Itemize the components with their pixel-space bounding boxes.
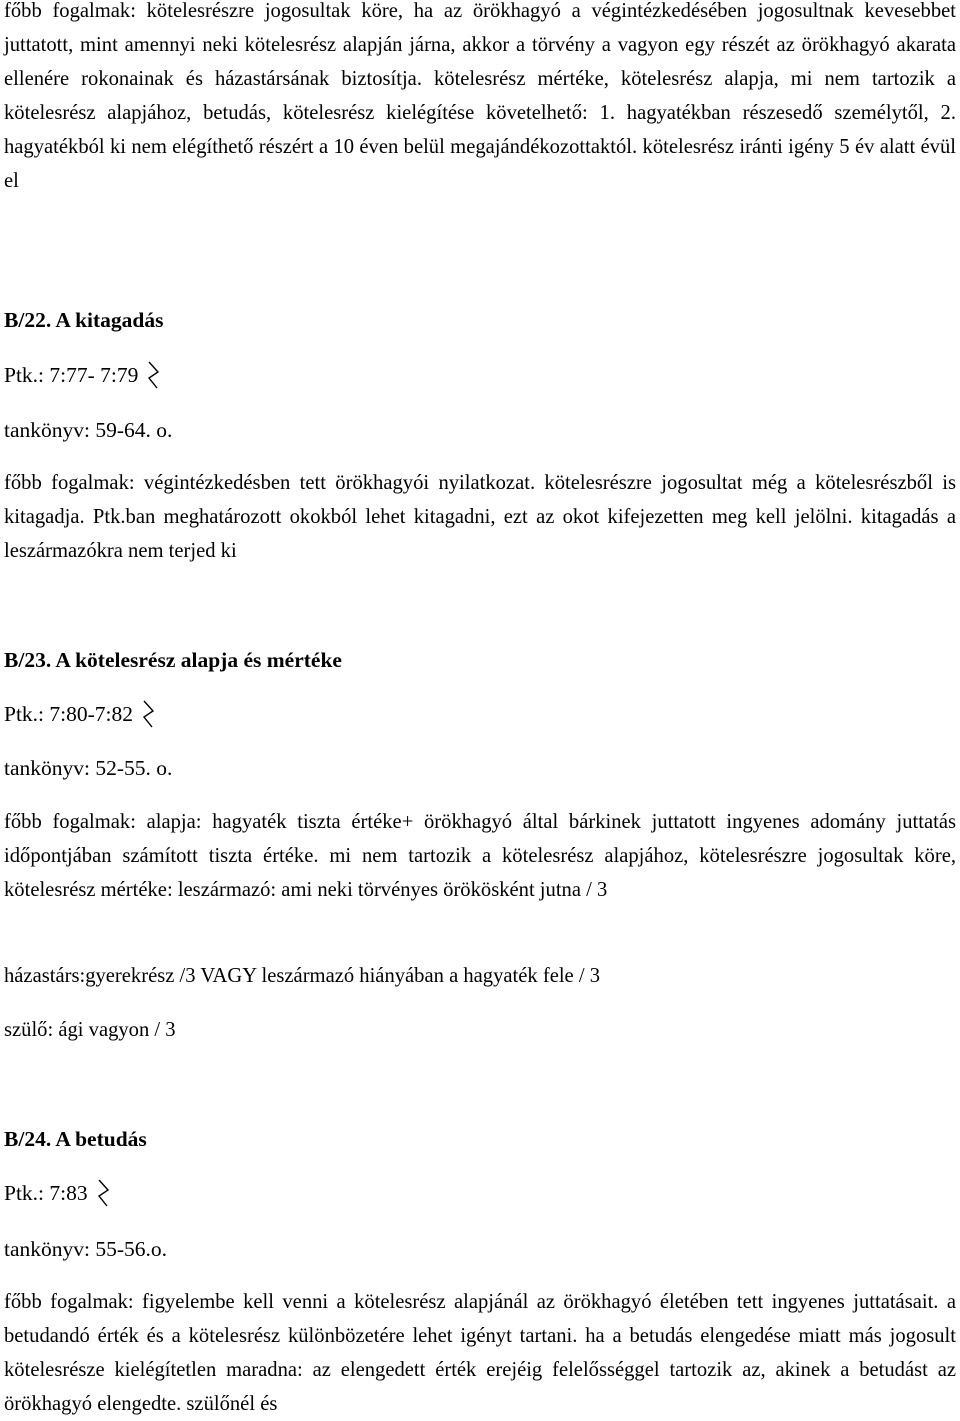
section-paragraph: házastárs:gyerekrész /3 VAGY leszármazó hiányában a hagyaték fele / 3: [4, 965, 601, 987]
section-sign-icon: [141, 699, 155, 729]
tankonyv-reference: tankönyv: 59-64. o.: [4, 418, 173, 442]
section-b23: [4, 643, 956, 677]
section-paragraph: főbb fogalmak: végintézkedésben tett örökhagyói nyilatkozat. kötelesrészre jogosultat még a kötelesrészből is kitagadja. Ptk.ban meghatározott okokból lehet kitagadni, ezt az okot kifejezetten meg kell jelölni. kitagadás a leszármazókra nem terjed ki: [4, 472, 956, 562]
section-b24: [4, 1122, 956, 1156]
section-b24-tankonyv: [4, 1232, 956, 1266]
ptk-text: Ptk.: 7:77- 7:79: [4, 363, 139, 387]
tankonyv-reference: tankönyv: 52-55. o.: [4, 756, 173, 780]
ptk-text: Ptk.: 7:80-7:82: [4, 702, 134, 726]
section-b23-body: [4, 805, 956, 907]
section-b22-tankonyv: [4, 413, 956, 447]
section-heading: B/24. A betudás: [4, 1127, 147, 1151]
section-b24-body: [4, 1285, 956, 1421]
section-b23-body-3: [4, 1013, 956, 1047]
section-b23-tankonyv: [4, 751, 956, 785]
section-b22: [4, 303, 956, 337]
section-paragraph: szülő: ági vagyon / 3: [4, 1019, 176, 1041]
intro-paragraph: főbb fogalmak: kötelesrészre jogosultak köre, ha az örökhagyó a végintézkedésében jogosultnak kevesebbet juttatott, mint amennyi neki kötelesrész alapján járna, akkor a törvény a vagyon egy részét az örökhagyó akarata ellenére rokonainak és házastársának biztosítja. kötelesrész mértéke, kötelesrész alapja, mi nem tartozik a kötelesrész alapjához, betudás, kötelesrész kielégítése követelhető: 1. hagyatékban részesedő személytől, 2. hagyatékból ki nem elégíthető részért a 10 éven belül megajándékozottaktól. kötelesrész iránti igény 5 év alatt évül el: [4, 0, 956, 192]
section-heading: B/22. A kitagadás: [4, 308, 164, 332]
ptk-reference: [4, 358, 956, 392]
intro-block: [4, 0, 956, 198]
section-b24-ptk: [4, 1176, 956, 1210]
section-b23-ptk: [4, 697, 956, 731]
section-sign-icon: [146, 360, 160, 390]
section-paragraph: főbb fogalmak: alapja: hagyaték tiszta értéke+ örökhagyó által bárkinek juttatott ingyenes adomány juttatás időpontjában számított tiszta értéke. mi nem tartozik a kötelesrész alapjához, kötelesrészre jogosultak köre, kötelesrész mértéke: leszármazó: ami neki törvényes örökösként jutna / 3: [4, 811, 956, 901]
section-b23-body-2: [4, 959, 956, 993]
section-sign-icon: [96, 1178, 110, 1208]
section-heading: B/23. A kötelesrész alapja és mértéke: [4, 648, 342, 672]
tankonyv-reference: tankönyv: 55-56.o.: [4, 1237, 168, 1261]
ptk-reference: [4, 697, 956, 731]
section-b22-body: [4, 466, 956, 568]
section-b22-ptk: [4, 358, 956, 392]
ptk-text: Ptk.: 7:83: [4, 1181, 88, 1205]
section-paragraph: főbb fogalmak: figyelembe kell venni a kötelesrész alapjánál az örökhagyó életében tett ingyenes juttatásait. a betudandó érték és a kötelesrész különbözetére lehet igényt tartani. ha a betudás elengedése miatt más jogosult kötelesrésze kielégítetlen maradna: az elengedett érték erejéig felelősséggel tartozik az, akinek a betudást az örökhagyó elengedte. szülőnél és: [4, 1291, 956, 1415]
ptk-reference: [4, 1176, 956, 1210]
